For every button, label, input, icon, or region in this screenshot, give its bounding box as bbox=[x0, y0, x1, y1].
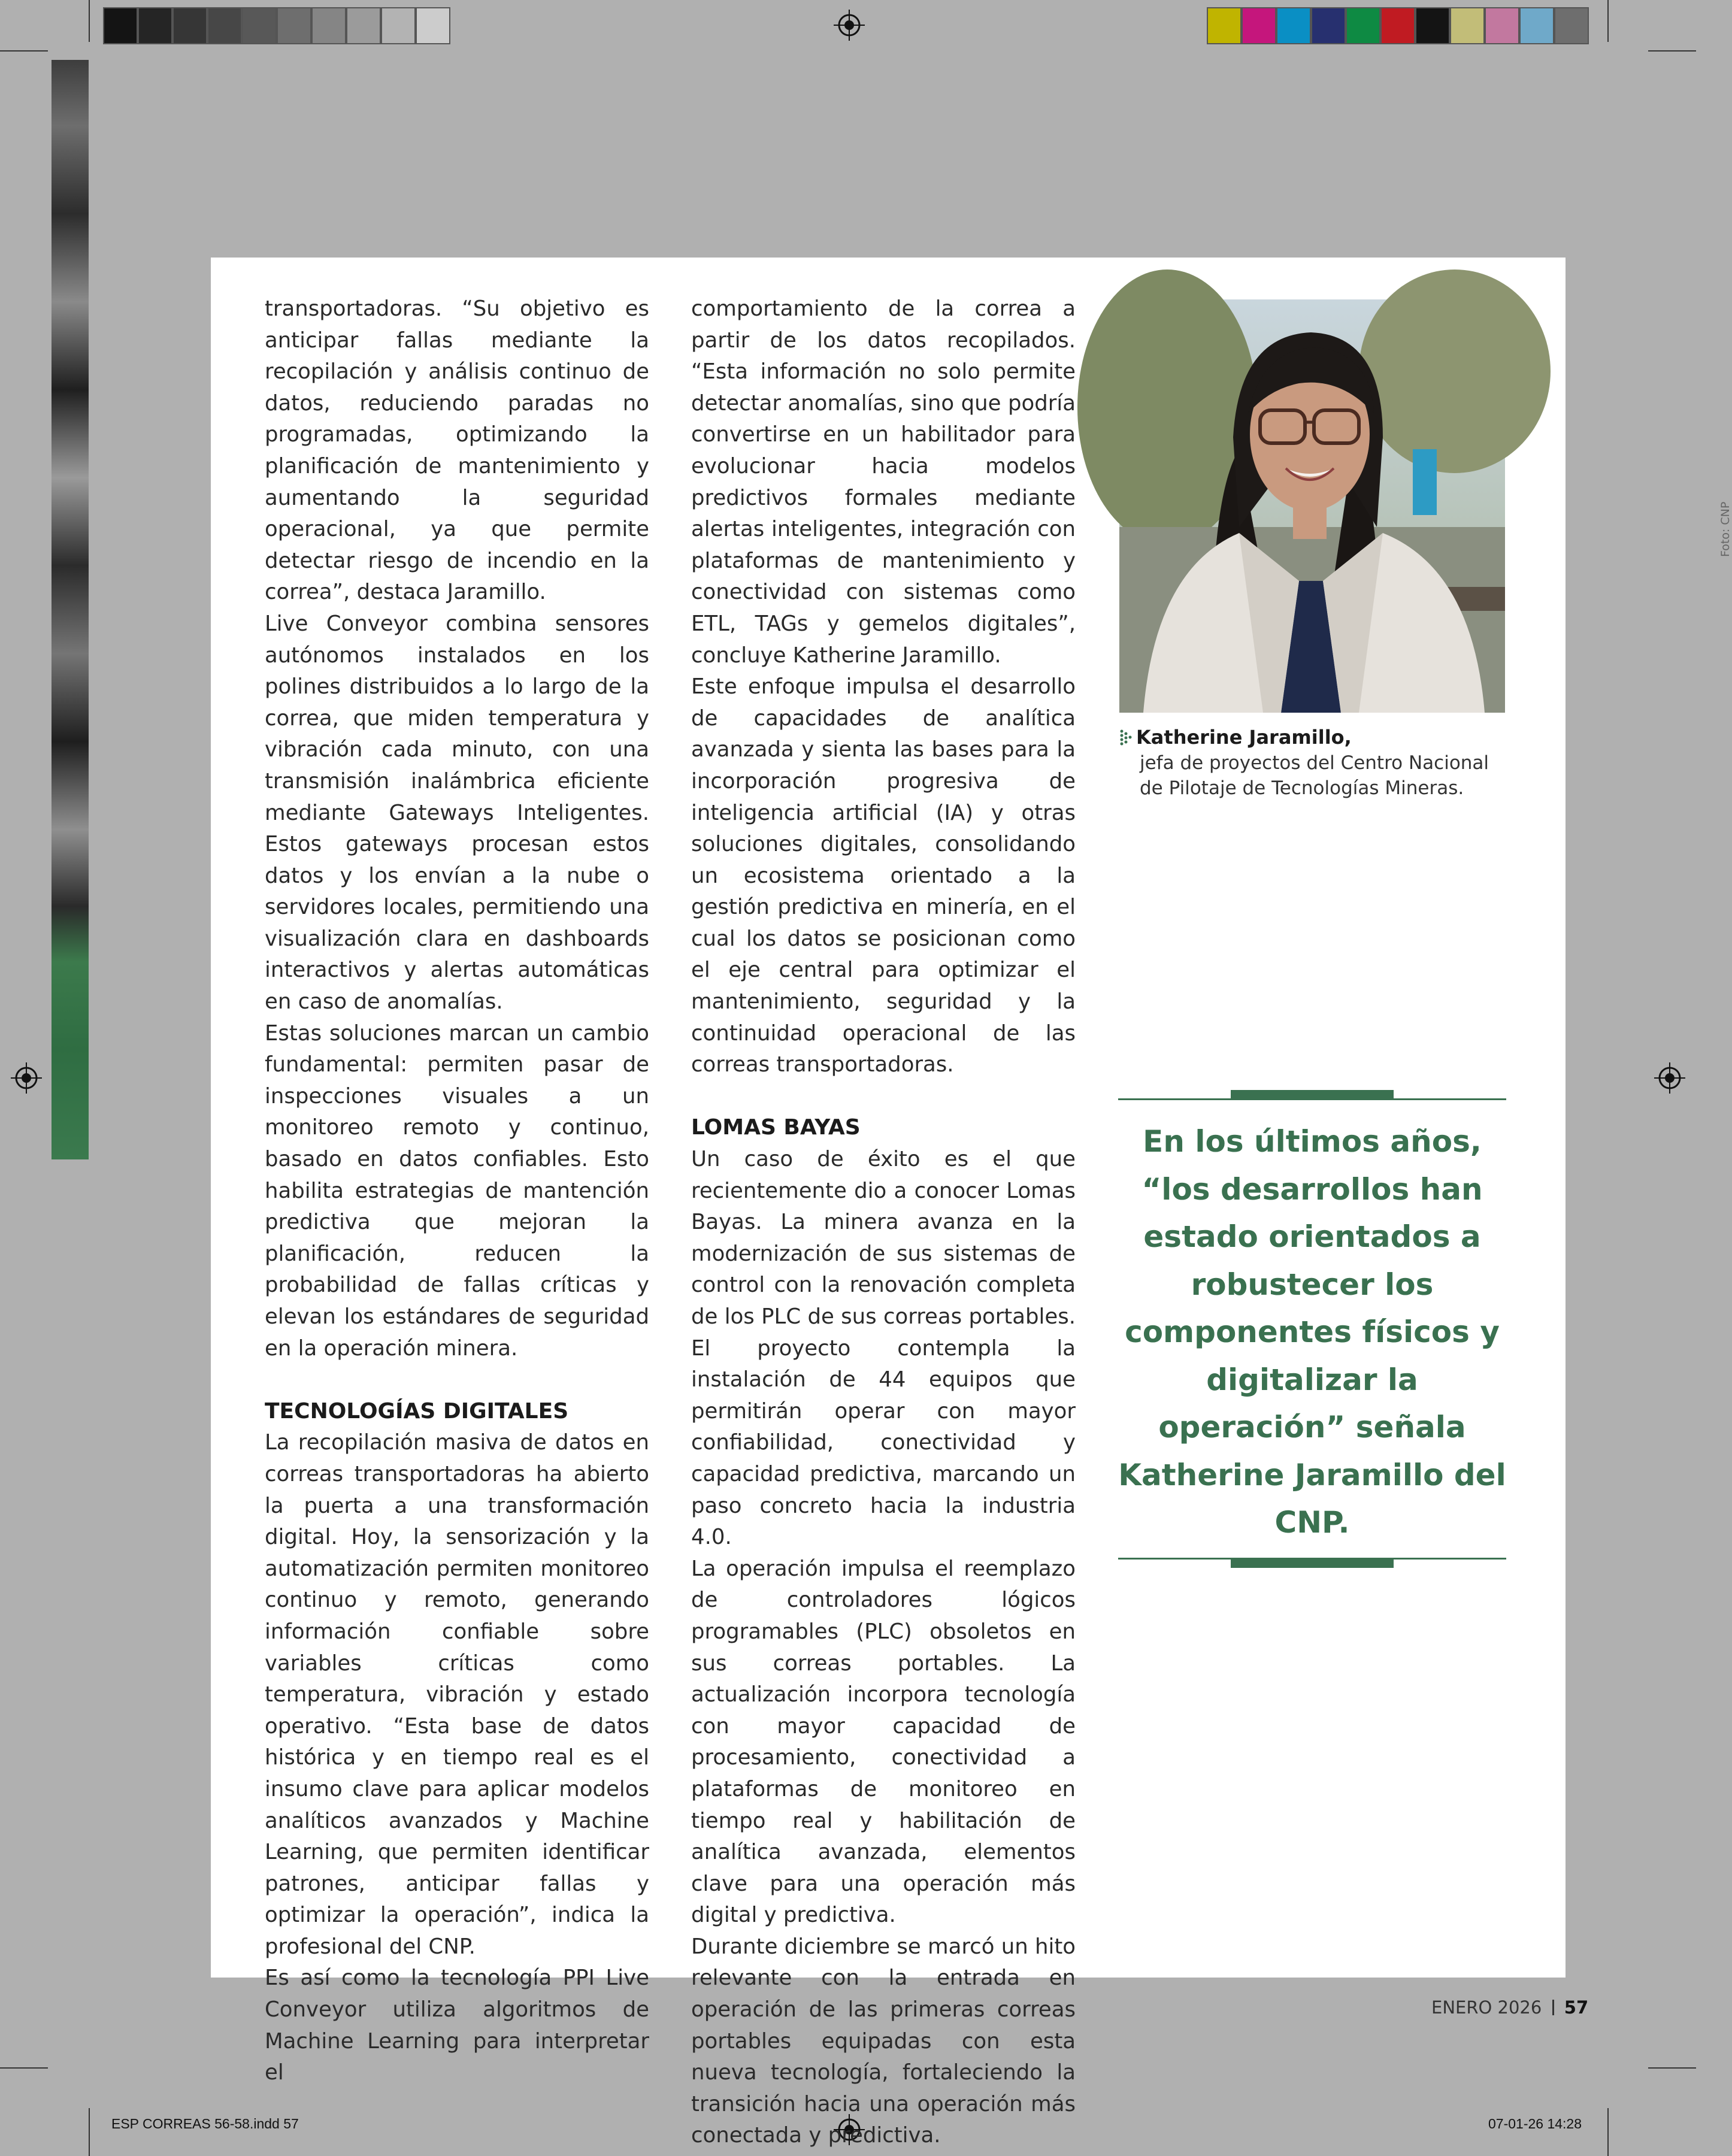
color-swatch bbox=[346, 7, 381, 44]
page-number: 57 bbox=[1564, 1997, 1589, 2018]
color-swatch bbox=[1276, 7, 1311, 44]
registration-mark-icon bbox=[11, 1062, 42, 1094]
crop-mark bbox=[89, 2108, 90, 2156]
slug-datetime: 07-01-26 14:28 bbox=[1488, 2116, 1582, 2131]
color-swatch bbox=[311, 7, 346, 44]
paragraph: comportamiento de la correa a partir de los datos recopilados. “Esta información no solo permite detectar anomalías, sino que podría convertirse en un habilitador para evolucionar hacia modelos predictivos formales mediante alertas inteligentes, integración con plataformas de mantenimiento y conectividad con sistemas como ETL, TAGs y gemelos digitales”, concluye Katherine Jaramillo. bbox=[691, 296, 1076, 668]
color-swatch bbox=[1346, 7, 1380, 44]
paragraph: La recopilación masiva de datos en correas transportadoras ha abierto la puerta a una transformación digital. Hoy, la sensorización y la automatización permiten monitoreo continuo y remoto, generando información confiable sobre variables críticas como temperatura, vibración y estado operativo. “Esta base de datos histórica y en tiempo real es el insumo clave para aplicar modelos analíticos avanzados y Machine Learning, que permiten identificar patrones, anticipar fallas y optimizar la operación”, indica la profesional del CNP. bbox=[265, 1430, 649, 1959]
pull-quote-text: En los últimos años, “los desarrollos han estado orientados a robustecer los componentes físicos y digitalizar la operación” señala Katherine Jaramillo del CNP. bbox=[1118, 1124, 1506, 1540]
paragraph: Es así como la tecnología PPI Live Conveyor utiliza algoritmos de Machine Learning para interpretar el bbox=[265, 1966, 649, 2085]
section-heading: LOMAS BAYAS bbox=[691, 1115, 861, 1140]
color-swatch bbox=[172, 7, 207, 44]
color-swatch bbox=[1311, 7, 1346, 44]
color-swatch bbox=[1380, 7, 1415, 44]
color-swatch bbox=[1207, 7, 1242, 44]
article-column-1 bbox=[265, 293, 649, 2089]
color-swatch bbox=[277, 7, 311, 44]
color-swatch bbox=[1519, 7, 1554, 44]
color-swatch bbox=[138, 7, 172, 44]
article-column-2 bbox=[691, 293, 1076, 2152]
photo-credit: Foto: CNP bbox=[1719, 501, 1732, 557]
paragraph: Live Conveyor combina sensores autónomos instalados en los polines distribuidos a lo largo de la correa, que miden temperatura y vibración cada minuto, con una transmisión inalámbrica eficiente mediante Gateways Inteligentes. Estos gateways procesan estos datos y los envían a la nube o servidores locales, permitiendo una visualización clara en dashboards interactivos y alertas automáticas en caso de anomalías. bbox=[265, 611, 649, 1015]
color-swatch bbox=[1554, 7, 1589, 44]
color-swatch bbox=[381, 7, 416, 44]
color-swatch bbox=[1485, 7, 1519, 44]
caption-role: jefa de proyectos del Centro Nacional de Pilotaje de Tecnologías Mineras. bbox=[1140, 752, 1489, 799]
quote-accent-bar bbox=[1231, 1560, 1394, 1568]
folio bbox=[1431, 1997, 1588, 2018]
crop-mark bbox=[0, 2067, 48, 2069]
crop-mark bbox=[0, 50, 48, 52]
caption-marker-icon bbox=[1119, 728, 1133, 746]
color-swatch bbox=[242, 7, 277, 44]
paragraph: transportadoras. “Su objetivo es anticipar fallas mediante la recopilación y análisis continuo de datos, reduciendo paradas no programadas, optimizando la planificación de mantenimiento y aumentando la seguridad operacional, ya que permite detectar riesgo de incendio en la correa”, destaca Jaramillo. bbox=[265, 296, 649, 605]
color-swatch bbox=[1415, 7, 1450, 44]
registration-mark-icon bbox=[1654, 1062, 1685, 1094]
color-swatch bbox=[1450, 7, 1485, 44]
crop-mark bbox=[1607, 2108, 1609, 2156]
caption-name: Katherine Jaramillo, bbox=[1136, 726, 1352, 749]
crop-mark bbox=[1607, 0, 1609, 42]
crop-mark bbox=[1648, 2067, 1696, 2069]
slug-filename: ESP CORREAS 56-58.indd 57 bbox=[111, 2116, 299, 2131]
paragraph: Un caso de éxito es el que recientemente dio a conocer Lomas Bayas. La minera avanza en la modernización de sus sistemas de control con la renovación completa de los PLC de sus correas portables. El proyecto contempla la instalación de 44 equipos que permitirán operar con mayor confiabilidad, conectividad y capacidad predictiva, marcando un paso concreto hacia la industria 4.0. bbox=[691, 1147, 1076, 1550]
color-swatch bbox=[416, 7, 450, 44]
paragraph: Durante diciembre se marcó un hito relevante con la entrada en operación de las primeras correas portables equipadas con esta nueva tecnología, fortaleciendo la transición hacia una operación más conectada y predictiva. bbox=[691, 1934, 1076, 2148]
bleed-image-strip bbox=[52, 60, 89, 1159]
quote-accent-bar bbox=[1231, 1090, 1394, 1098]
color-swatch bbox=[207, 7, 242, 44]
crop-mark bbox=[1648, 50, 1696, 52]
crop-mark bbox=[89, 0, 90, 42]
photo-caption bbox=[1119, 725, 1515, 801]
pull-quote bbox=[1118, 1090, 1506, 1568]
color-swatch bbox=[103, 7, 138, 44]
paragraph: Este enfoque impulsa el desarrollo de capacidades de analítica avanzada y sienta las bases para la incorporación progresiva de inteligencia artificial (IA) y otras soluciones digitales, consolidando un ecosistema orientado a la gestión predictiva en minería, en el cual los datos se posicionan como el eje central para optimizar el mantenimiento, seguridad y la continuidad operacional de las correas transportadoras. bbox=[691, 674, 1076, 1077]
portrait-photo bbox=[1119, 299, 1505, 713]
registration-mark-icon bbox=[834, 10, 865, 41]
paragraph: La operación impulsa el reemplazo de controladores lógicos programables (PLC) obsoletos en sus correas portables. La actualización incorpora tecnología con mayor capacidad de procesamiento, conectividad a plataformas de monitoreo en tiempo real y habilitación de analítica avanzada, elementos clave para una operación más digital y predictiva. bbox=[691, 1556, 1076, 1928]
color-swatch bbox=[1242, 7, 1276, 44]
issue-date: ENERO 2026 bbox=[1431, 1997, 1542, 2018]
section-heading: TECNOLOGÍAS DIGITALES bbox=[265, 1398, 569, 1424]
paragraph: Estas soluciones marcan un cambio fundamental: permiten pasar de inspecciones visuales a un monitoreo remoto y continuo, basado en datos confiables. Esto habilita estrategias de mantención predictiva que mejoran la planificación, reducen la probabilidad de fallas críticas y elevan los estándares de seguridad en la operación minera. bbox=[265, 1021, 649, 1361]
